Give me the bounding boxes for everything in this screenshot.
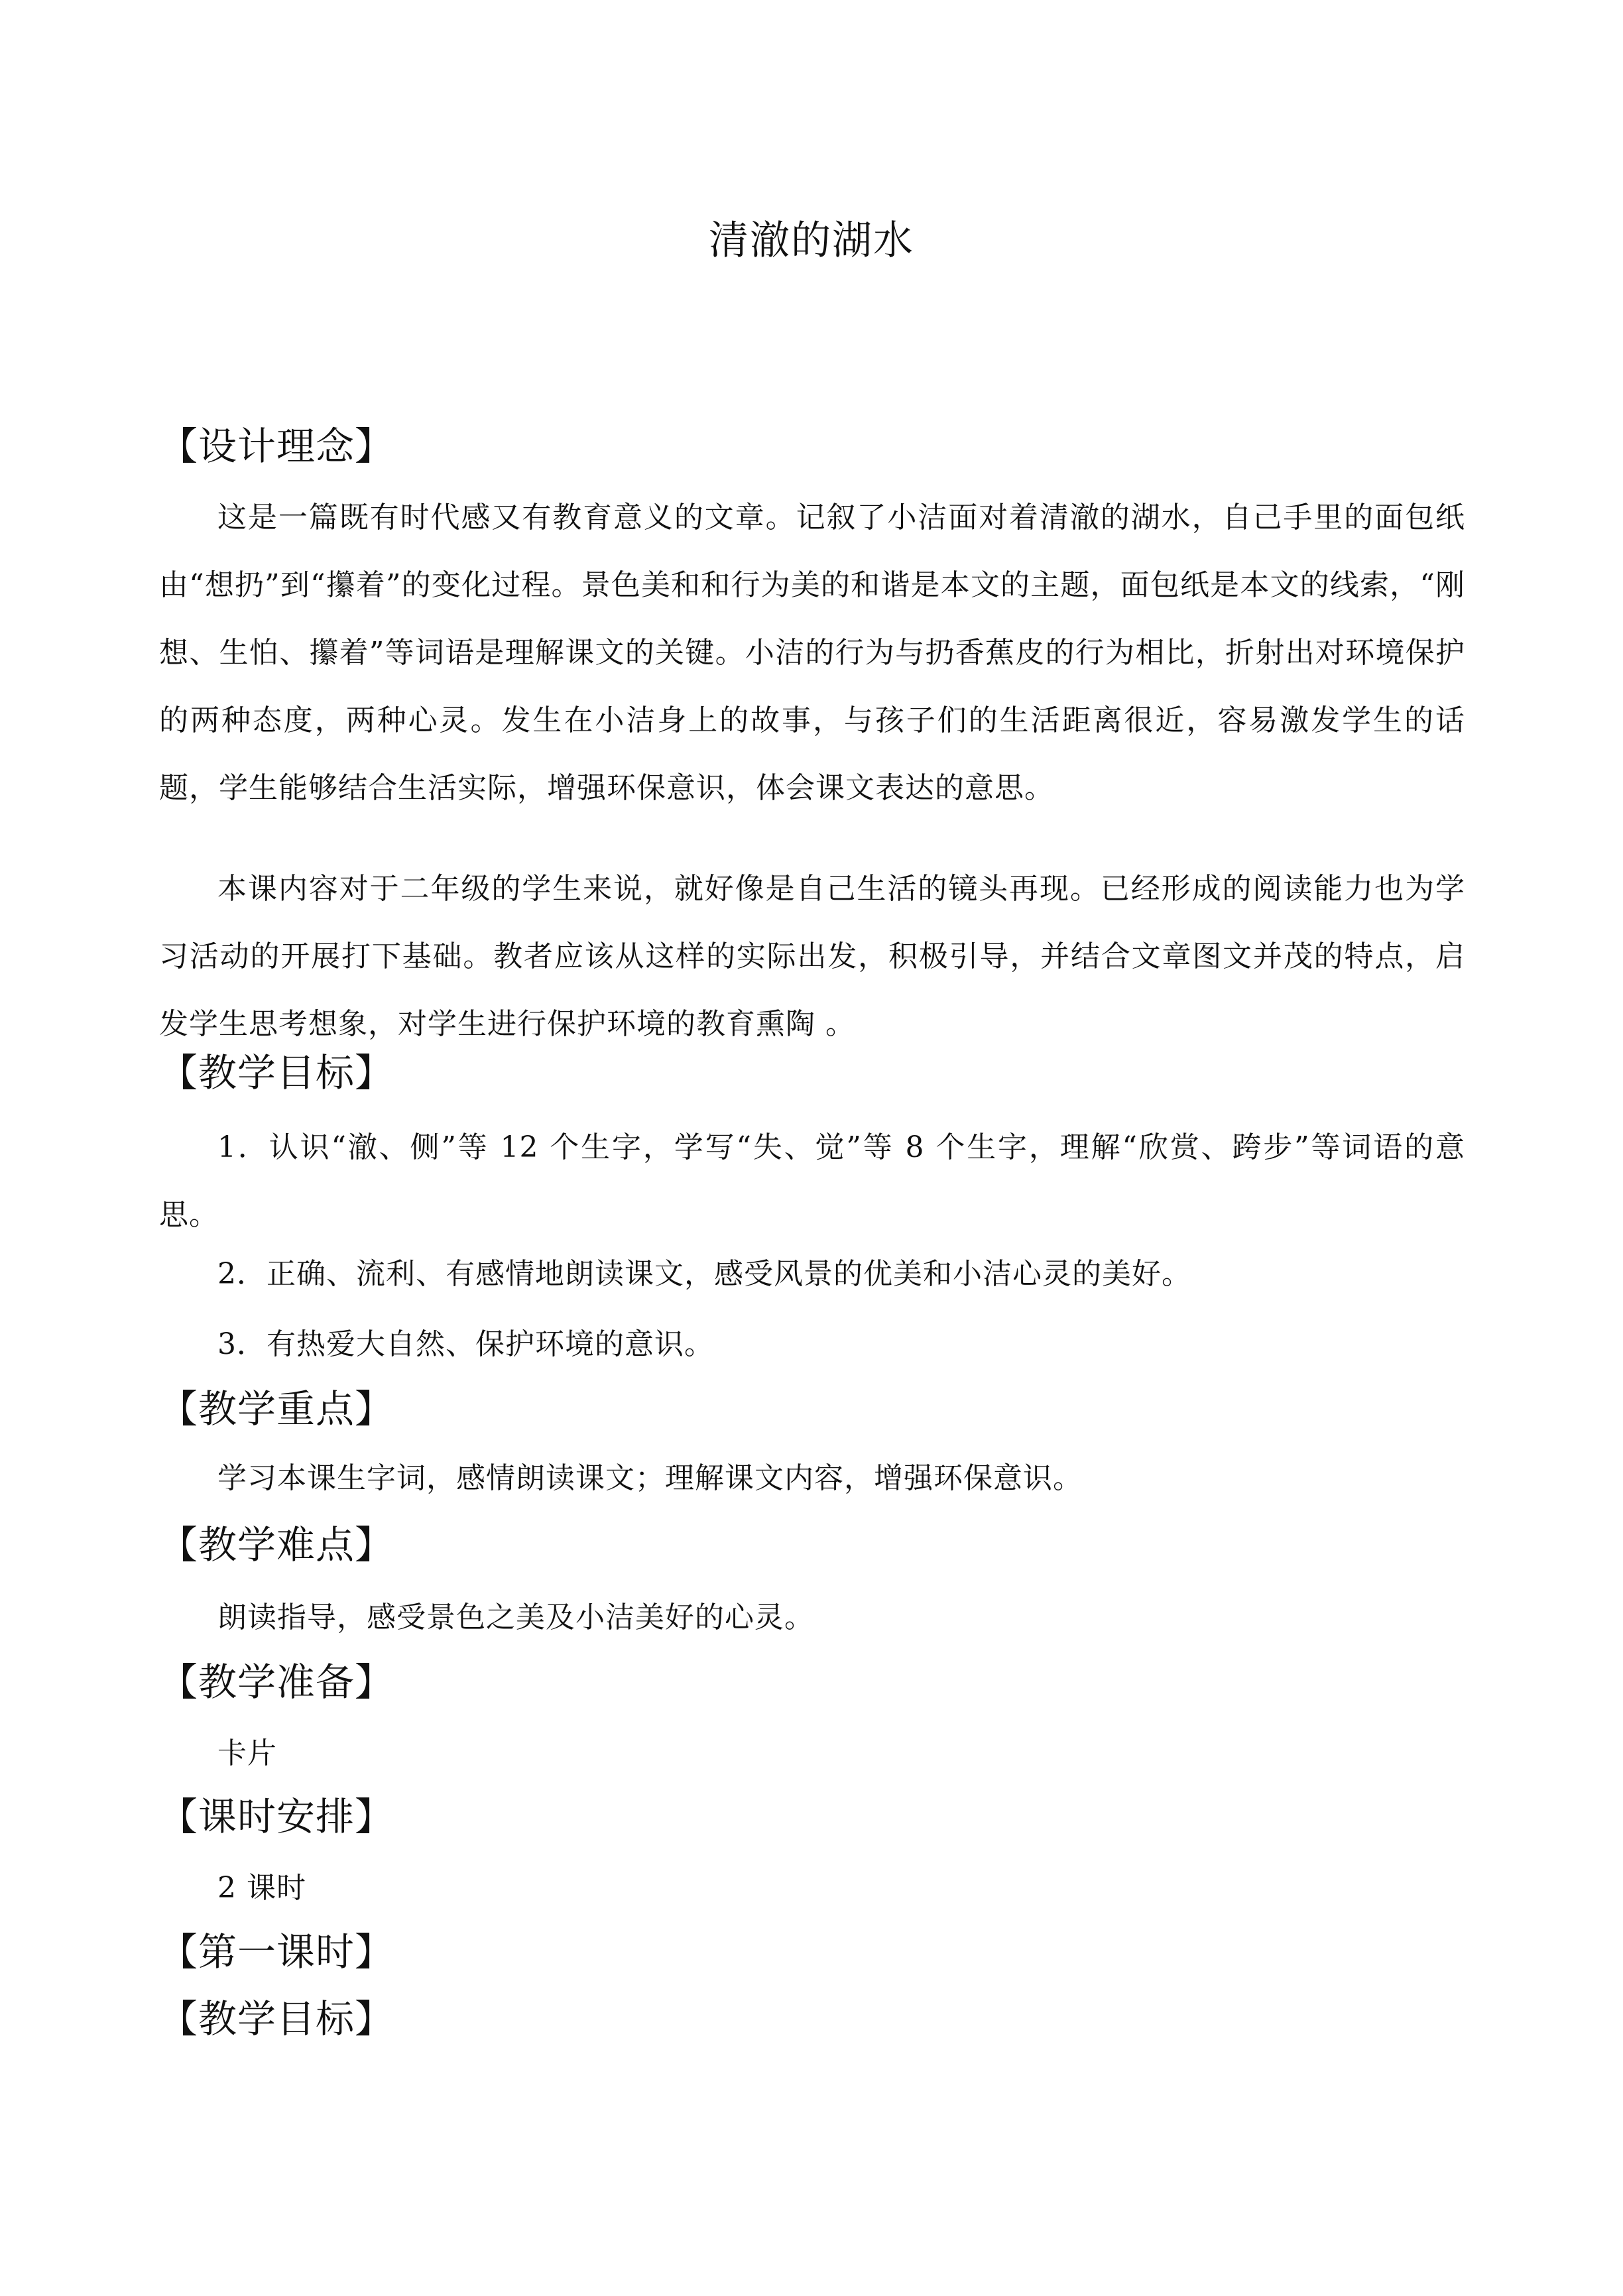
document-title: 清澈的湖水: [709, 217, 914, 264]
difficult-points-text: 朗读指导，感受景色之美及小洁美好的心灵。: [217, 1601, 814, 1634]
key-points-text: 学习本课生字词，感情朗读课文；理解课文内容，增强环保意识。: [217, 1461, 1083, 1495]
teaching-goal-item-1: 1．认识“澈、侧”等 12 个生字，学写“失、觉”等 8 个生字，理解“欣赏、跨步”等词语的意思。: [159, 1130, 1465, 1232]
heading-difficult-points: 【教学难点】: [159, 1522, 394, 1567]
heading-key-points: 【教学重点】: [159, 1386, 394, 1431]
heading-first-lesson: 【第一课时】: [159, 1929, 394, 1974]
teaching-goal-item-3: 3．有热爱大自然、保护环境的意识。: [217, 1327, 714, 1361]
teaching-goal-item-2: 2．正确、流利、有感情地朗读课文，感受风景的优美和小洁心灵的美好。: [217, 1257, 1191, 1291]
schedule-text: 2 课时: [217, 1871, 306, 1905]
heading-design-concept: 【设计理念】: [159, 424, 394, 469]
heading-schedule: 【课时安排】: [159, 1794, 394, 1839]
heading-preparation: 【教学准备】: [159, 1660, 394, 1705]
design-concept-paragraph-1: 这是一篇既有时代感又有教育意义的文章。记叙了小洁面对着清澈的湖水，自己手里的面包纸由“想扔”到“攥着”的变化过程。景色美和和行为美的和谐是本文的主题，面包纸是本文的线索，“刚想、生怕、攥着”等词语是理解课文的关键。小洁的行为与扔香蕉皮的行为相比，折射出对环境保护的两种态度，两种心灵。发生在小洁身上的故事，与孩子们的生活距离很近，容易激发学生的话题，学生能够结合生活实际，增强环保意识，体会课文表达的意思。: [159, 501, 1465, 805]
preparation-text: 卡片: [217, 1736, 277, 1770]
heading-teaching-goals: 【教学目标】: [159, 1050, 394, 1095]
heading-first-lesson-goals: 【教学目标】: [159, 1996, 394, 2041]
design-concept-paragraph-2: 本课内容对于二年级的学生来说，就好像是自己生活的镜头再现。已经形成的阅读能力也为学习活动的开展打下基础。教者应该从这样的实际出发，积极引导，并结合文章图文并茂的特点，启发学生思考想象，对学生进行保护环境的教育熏陶 。: [159, 872, 1465, 1041]
